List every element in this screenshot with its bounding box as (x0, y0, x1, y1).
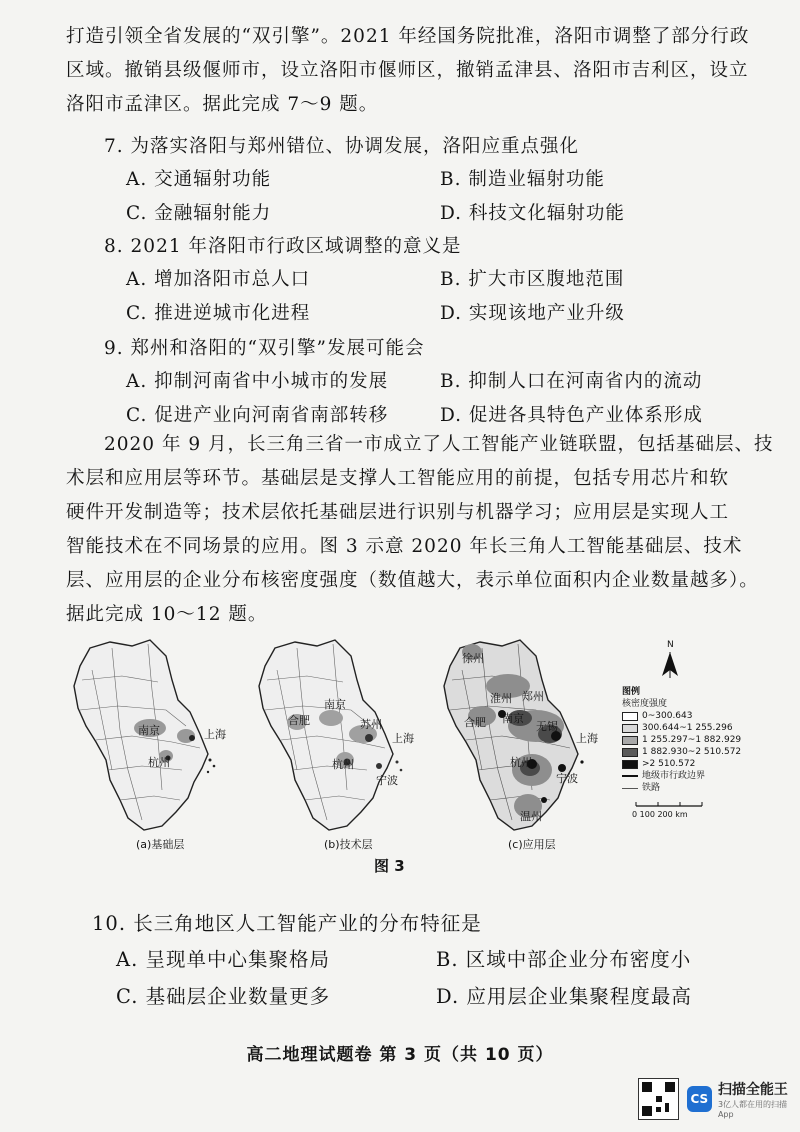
question-9-option-a[interactable]: A. 抑制河南省中小城市的发展 (126, 371, 389, 392)
legend-label: 地级市行政边界 (642, 771, 706, 781)
legend-class-2 (622, 722, 772, 734)
city-label: 南京 (138, 724, 160, 737)
question-7-stem: 7. 为落实洛阳与郑州错位、协调发展，洛阳应重点强化 (104, 136, 580, 157)
map-b-tech-layer (259, 640, 402, 830)
legend-label: 铁路 (642, 783, 661, 793)
legend-label: 300.644~1 255.296 (642, 723, 733, 733)
scale-bar (636, 802, 702, 806)
legend-title: 图例 (622, 687, 641, 697)
legend-boundary (622, 770, 772, 782)
north-label: N (667, 640, 674, 650)
legend-class-4 (622, 746, 772, 758)
city-label: 淮州 (490, 692, 512, 705)
north-arrow-icon (662, 652, 678, 678)
legend-swatch (622, 748, 638, 757)
city-label: 上海 (392, 732, 414, 745)
qr-code-icon (638, 1078, 679, 1120)
scanner-badge (638, 1078, 800, 1120)
question-10-option-c[interactable]: C. 基础层企业数量更多 (116, 985, 331, 1008)
camscanner-logo-icon: CS (687, 1086, 712, 1112)
text-line: 术层和应用层等环节。基础层是支撑人工智能应用的前提，包括专用芯片和软 (66, 468, 730, 489)
question-9-option-b[interactable]: B. 抑制人口在河南省内的流动 (440, 371, 703, 392)
question-7-option-c[interactable]: C. 金融辐射能力 (126, 203, 272, 224)
legend-label: 1 882.930~2 510.572 (642, 747, 742, 757)
city-label: 徐州 (462, 652, 484, 665)
city-label: 宁波 (376, 774, 398, 787)
page-footer: 高二地理试题卷 第 3 页（共 10 页） (246, 1045, 554, 1065)
scanner-app-name: 扫描全能王 (717, 1082, 788, 1098)
intro-paragraph (66, 20, 750, 122)
text-line: 洛阳市孟津区。据此完成 7～9 题。 (66, 94, 379, 115)
city-label: 杭州 (510, 756, 532, 769)
question-7-option-b[interactable]: B. 制造业辐射功能 (440, 169, 605, 190)
city-label: 温州 (520, 810, 542, 823)
map-c-app-layer (444, 640, 584, 830)
question-8-option-d[interactable]: D. 实现该地产业升级 (440, 303, 625, 324)
passage-2 (66, 428, 774, 632)
question-8-option-a[interactable]: A. 增加洛阳市总人口 (126, 269, 311, 290)
legend-swatch (622, 736, 638, 745)
question-8-option-b[interactable]: B. 扩大市区腹地范围 (440, 269, 625, 290)
question-8-stem: 8. 2021 年洛阳市行政区域调整的意义是 (104, 236, 462, 257)
scanner-text (718, 1079, 800, 1119)
text-line: 层、应用层的企业分布核密度强度（数值越大，表示单位面积内企业数量越多）。 (66, 570, 759, 591)
legend-class-3 (622, 734, 772, 746)
question-10-option-b[interactable]: B. 区域中部企业分布密度小 (436, 948, 692, 971)
legend-swatch (622, 760, 638, 769)
question-10-stem: 10. 长三角地区人工智能产业的分布特征是 (92, 912, 482, 935)
question-9-option-c[interactable]: C. 促进产业向河南省南部转移 (126, 405, 389, 426)
question-9-option-d[interactable]: D. 促进各具特色产业体系形成 (440, 405, 703, 426)
legend-label: >2 510.572 (642, 759, 696, 769)
city-label: 上海 (576, 732, 598, 745)
city-label: 南京 (324, 698, 346, 711)
city-label: 无锡 (536, 720, 558, 733)
figure-title: 图 3 (374, 857, 405, 875)
city-label: 郑州 (522, 690, 544, 703)
text-line: 据此完成 10～12 题。 (66, 604, 268, 625)
question-9-stem: 9. 郑州和洛阳的“双引擎”发展可能会 (104, 338, 425, 359)
text-line: 硬件开发制造等；技术层依托基础层进行识别与机器学习；应用层是实现人工 (66, 502, 730, 523)
city-label: 杭州 (148, 756, 170, 769)
scale-label: 0 100 200 km (632, 810, 688, 819)
boundary-line-icon (622, 775, 638, 777)
question-8-option-c[interactable]: C. 推进逆城市化进程 (126, 303, 311, 324)
legend-class-1 (622, 710, 772, 722)
legend-label: 0~300.643 (642, 711, 693, 721)
legend-swatch (622, 712, 638, 721)
question-10-option-d[interactable]: D. 应用层企业集聚程度最高 (436, 985, 692, 1008)
legend-label: 1 255.297~1 882.929 (642, 735, 742, 745)
city-label: 南京 (502, 712, 524, 725)
map-b-caption: (b)技术层 (324, 838, 373, 851)
city-label: 合肥 (288, 714, 310, 727)
city-label: 上海 (204, 728, 226, 741)
city-label: 杭州 (332, 758, 354, 771)
city-label: 宁波 (556, 772, 578, 785)
text-line: 智能技术在不同场景的应用。图 3 示意 2020 年长三角人工智能基础层、技术 (66, 536, 743, 557)
city-label: 苏州 (360, 718, 382, 731)
legend-subtitle: 核密度强度 (622, 699, 668, 709)
city-label: 合肥 (464, 716, 486, 729)
map-a-caption: (a)基础层 (136, 838, 185, 851)
text-line: 打造引领全省发展的“双引擎”。2021 年经国务院批准，洛阳市调整了部分行政 (66, 26, 750, 47)
map-c-caption: (c)应用层 (508, 838, 556, 851)
legend-swatch (622, 724, 638, 733)
legend-railway (622, 782, 772, 794)
map-legend (622, 686, 772, 794)
railway-line-icon (622, 788, 638, 789)
question-10-option-a[interactable]: A. 呈现单中心集聚格局 (116, 948, 330, 971)
scanner-tagline: 3亿人都在用的扫描App (717, 1100, 788, 1119)
question-7-option-a[interactable]: A. 交通辐射功能 (126, 169, 272, 190)
text-line: 2020 年 9 月，长三角三省一市成立了人工智能产业链联盟，包括基础层、技 (104, 434, 774, 455)
legend-class-5 (622, 758, 772, 770)
text-line: 区域。撤销县级偃师市，设立洛阳市偃师区，撤销孟津县、洛阳市吉利区，设立 (66, 60, 749, 81)
question-7-option-d[interactable]: D. 科技文化辐射功能 (440, 203, 625, 224)
